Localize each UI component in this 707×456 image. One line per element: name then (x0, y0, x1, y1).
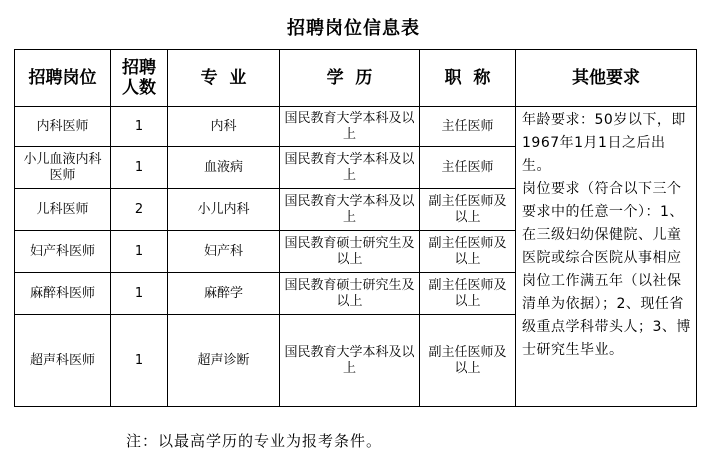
cell-count: 1 (111, 107, 168, 147)
cell-major: 内科 (168, 107, 280, 147)
page-title: 招聘岗位信息表 (287, 18, 420, 39)
header-count-line2: 人数 (122, 78, 156, 98)
cell-count: 1 (111, 273, 168, 315)
cell-position: 内科医师 (15, 107, 111, 147)
header-position: 招聘岗位 (15, 50, 111, 107)
cell-major: 麻醉学 (168, 273, 280, 315)
cell-count: 1 (111, 231, 168, 273)
age-requirement: 年龄要求：50岁以下，即1967年1月1日之后出生。 (522, 112, 686, 174)
cell-rank: 主任医师 (420, 147, 516, 189)
cell-education: 国民教育大学本科及以上 (280, 107, 420, 147)
cell-education: 国民教育硕士研究生及以上 (280, 231, 420, 273)
cell-count: 2 (111, 189, 168, 231)
other-requirements-cell (516, 107, 697, 407)
cell-major: 血液病 (168, 147, 280, 189)
cell-education: 国民教育硕士研究生及以上 (280, 273, 420, 315)
table-row (15, 107, 697, 147)
header-education: 学 历 (280, 50, 420, 107)
header-row (15, 50, 697, 107)
cell-rank: 副主任医师及以上 (420, 273, 516, 315)
header-count (111, 50, 168, 107)
header-major: 专 业 (168, 50, 280, 107)
cell-major: 妇产科 (168, 231, 280, 273)
cell-position: 妇产科医师 (15, 231, 111, 273)
cell-position: 儿科医师 (15, 189, 111, 231)
cell-education: 国民教育大学本科及以上 (280, 315, 420, 407)
cell-rank: 副主任医师及以上 (420, 315, 516, 407)
cell-rank: 副主任医师及以上 (420, 231, 516, 273)
cell-major: 超声诊断 (168, 315, 280, 407)
cell-position: 小儿血液内科医师 (15, 147, 111, 189)
cell-count: 1 (111, 147, 168, 189)
footnote: 注：以最高学历的专业为报考条件。 (126, 432, 383, 450)
cell-position: 超声科医师 (15, 315, 111, 407)
cell-education: 国民教育大学本科及以上 (280, 147, 420, 189)
cell-rank: 副主任医师及以上 (420, 189, 516, 231)
cell-major: 小儿内科 (168, 189, 280, 231)
post-requirement: 岗位要求（符合以下三个要求中的任意一个）：1、在三级妇幼保健院、儿童医院或综合医院从事相应岗位工作满五年（以社保清单为依据）；2、现任省级重点学科带头人；3、博士研究生毕业。 (522, 181, 691, 358)
recruitment-table (14, 49, 697, 407)
cell-education: 国民教育大学本科及以上 (280, 189, 420, 231)
cell-rank: 主任医师 (420, 107, 516, 147)
cell-position: 麻醉科医师 (15, 273, 111, 315)
cell-count: 1 (111, 315, 168, 407)
header-rank: 职 称 (420, 50, 516, 107)
header-count-line1: 招聘 (122, 58, 156, 78)
header-other: 其他要求 (516, 50, 697, 107)
